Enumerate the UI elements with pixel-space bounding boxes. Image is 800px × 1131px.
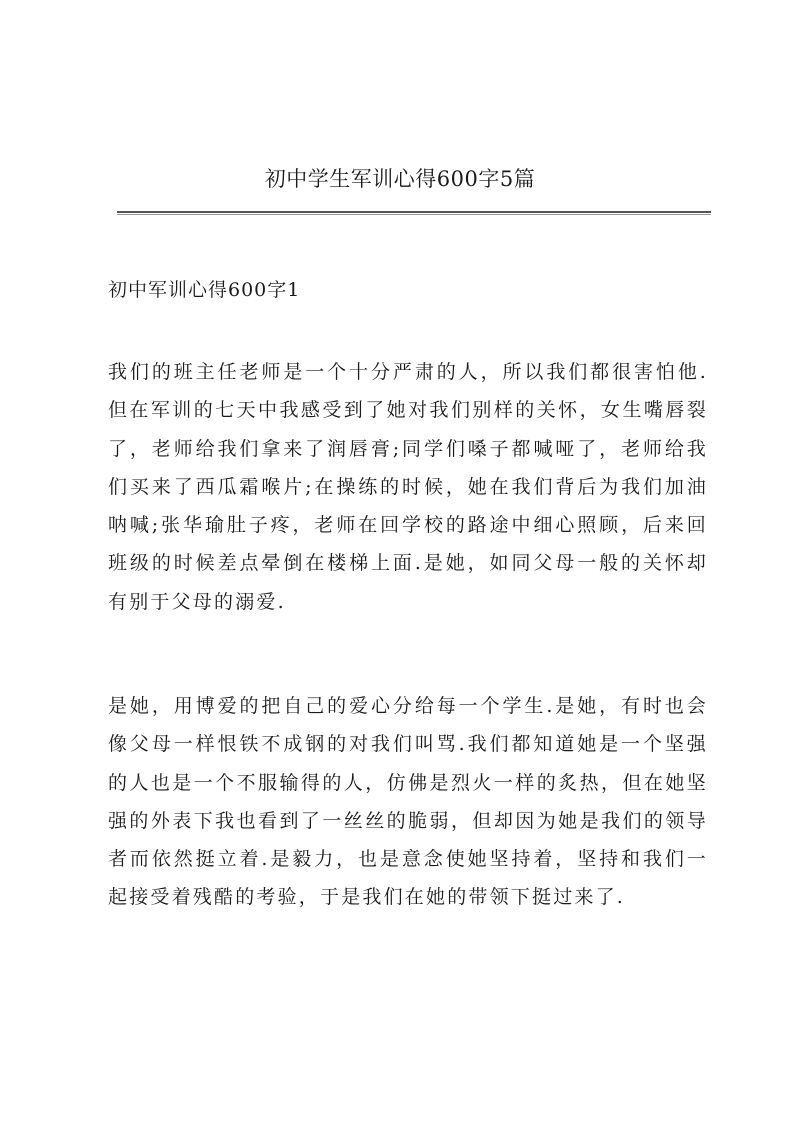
section-heading: 初中军训心得600字1: [108, 279, 301, 301]
paragraph-2: 是她，用博爱的把自己的爱心分给每一个学生.是她，有时也会像父母一样恨铁不成钢的对我们叫骂.我们都知道她是一个坚强的人也是一个不服输得的人，仿佛是烈火一样的炙热，但在她坚强的外表下我也看到了一丝丝的脆弱，但却因为她是我们的领导者而依然挺立着.是毅力，也是意念使她坚持着，坚持和我们一起接受着残酷的考验，于是我们在她的带领下挺过来了.: [108, 695, 708, 909]
title-divider: [117, 211, 711, 215]
document-title: 初中学生军训心得600字5篇: [264, 167, 536, 191]
paragraph-1: 我们的班主任老师是一个十分严肃的人，所以我们都很害怕他.但在军训的七天中我感受到了她对我们别样的关怀，女生嘴唇裂了，老师给我们拿来了润唇膏;同学们嗓子都喊哑了，老师给我们买来了西瓜霜喉片;在操练的时候，她在我们背后为我们加油呐喊;张华瑜肚子疼，老师在回学校的路途中细心照顾，后来回班级的时候差点晕倒在楼梯上面.是她，如同父母一般的关怀却有别于父母的溺爱.: [108, 361, 708, 613]
